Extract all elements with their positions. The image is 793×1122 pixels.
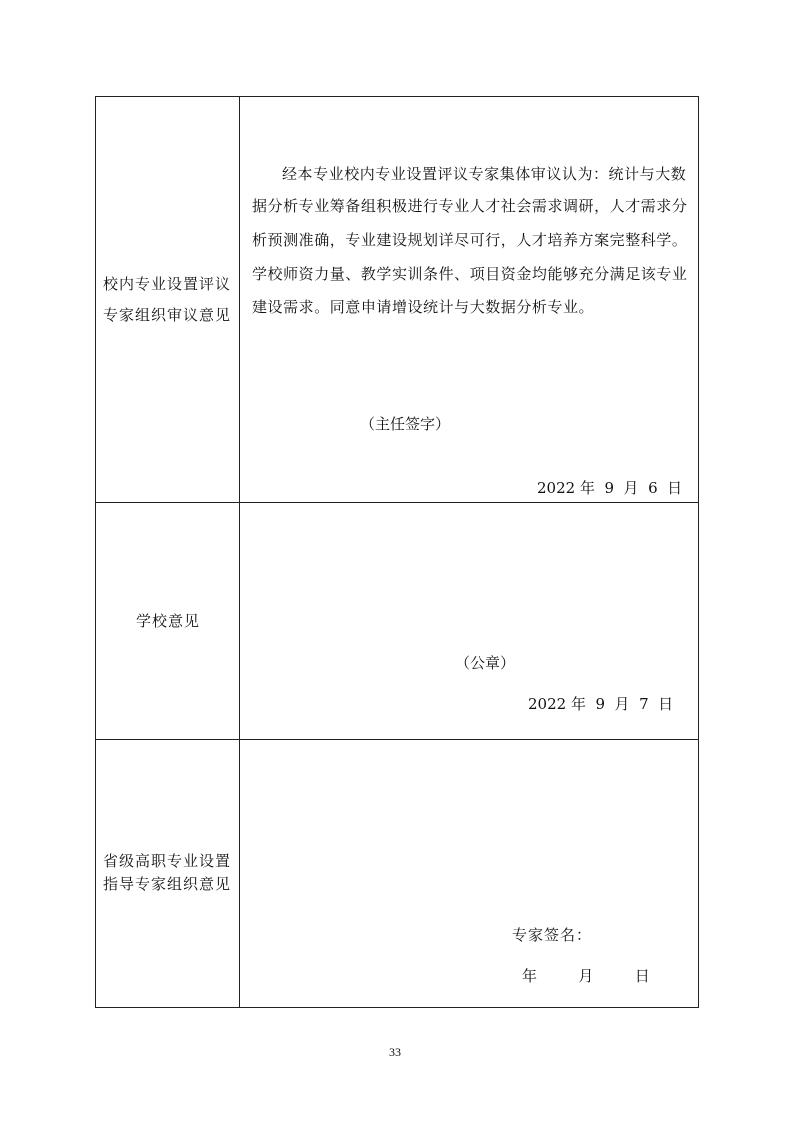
expert-signature-label: 专家签名： (512, 926, 593, 944)
row1-label-line2: 专家组织审议意见 (103, 306, 232, 324)
column-divider (239, 96, 240, 1008)
page-number: 33 (389, 1045, 401, 1059)
row1-date: 2022 年 9 月 6 日 (537, 479, 683, 497)
row3-label-line1: 省级高职专业设置 (103, 852, 232, 870)
row2-label: 学校意见 (136, 612, 201, 630)
director-signature-label: （主任签字） (360, 415, 451, 433)
school-seal-label: （公章） (455, 654, 516, 672)
row-divider-1 (95, 502, 699, 503)
opinion-paragraph-line3: 析预测准确，专业建设规划详尽可行，人才培养方案完整科学。 (252, 231, 688, 249)
opinion-paragraph-line2: 据分析专业筹备组积极进行专业人才社会需求调研，人才需求分 (252, 197, 688, 215)
table-border-right (698, 96, 699, 1008)
row2-date: 2022 年 9 月 7 日 (528, 695, 674, 713)
table-border-bottom (95, 1007, 699, 1008)
row1-label-line1: 校内专业设置评议 (103, 275, 232, 293)
row-divider-2 (95, 739, 699, 740)
opinion-paragraph-line1: 经本专业校内专业设置评议专家集体审议认为：统计与大数 (282, 165, 687, 183)
row3-date: 年 月 日 (522, 967, 651, 985)
row3-label-line2: 指导专家组织意见 (103, 875, 232, 893)
table-border-top (95, 96, 699, 97)
opinion-paragraph-line4: 学校师资力量、教学实训条件、项目资金均能够充分满足该专业 (252, 265, 688, 283)
table-border-left (95, 96, 96, 1008)
opinion-paragraph-line5: 建设需求。同意申请增设统计与大数据分析专业。 (252, 298, 595, 316)
